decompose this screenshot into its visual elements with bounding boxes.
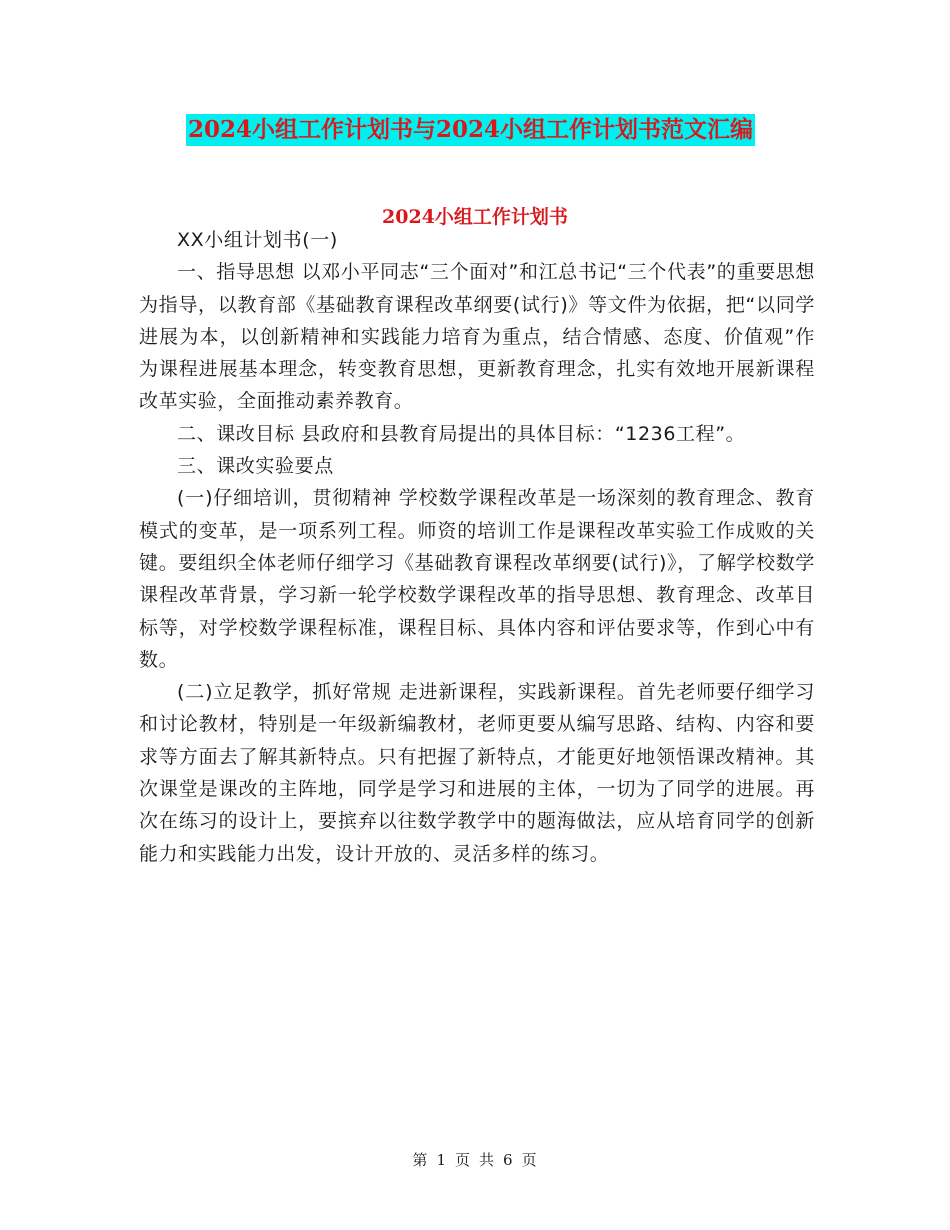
footer-label-page: 页 bbox=[454, 1151, 471, 1169]
document-title: 2024小组工作计划书与2024小组工作计划书范文汇编 bbox=[186, 114, 755, 146]
section-title: 2024小组工作计划书 bbox=[382, 206, 568, 228]
footer-label-suffix: 页 bbox=[521, 1151, 538, 1169]
footer-label-prefix: 第 bbox=[412, 1151, 429, 1169]
paragraph-guiding-ideology: 一、指导思想 以邓小平同志“三个面对”和江总书记“三个代表”的重要思想为指导，以教育部《基础教育课程改革纲要(试行)》等文件为依据，把“以同学进展为本，以创新精神和实践能力培育为重点，结合情感、态度、价值观”作为课程进展基本理念，转变教育思想，更新教育理念，扎实有效地开展新课程改革实验，全面推动素养教育。 bbox=[139, 261, 815, 413]
paragraph-training: (一)仔细培训，贯彻精神 学校数学课程改革是一场深刻的教育理念、教育模式的变革，是一项系列工程。师资的培训工作是课程改革实验工作成败的关键。要组织全体老师仔细学习《基础教育课程改革纲要(试行)》，了解学校数学课程改革背景，学习新一轮学校数学课程改革的指导思想、教育理念、改革目标等，对学校数学课程标准，课程目标、具体内容和评估要求等，作到心中有数。 bbox=[139, 487, 815, 671]
paragraph-experiment-points: 三、课改实验要点 bbox=[177, 455, 334, 478]
footer-label-total: 共 bbox=[479, 1151, 496, 1169]
paragraph-reform-goals: 二、课改目标 县政府和县教育局提出的具体目标：“1236工程”。 bbox=[177, 422, 746, 445]
paragraph-teaching: (二)立足教学，抓好常规 走进新课程，实践新课程。首先老师要仔细学习和讨论教材，特别是一年级新编教材，老师更要从编写思路、结构、内容和要求等方面去了解其新特点。只有把握了新特点，才能更好地领悟课改精神。其次课堂是课改的主阵地，同学是学习和进展的主体，一切为了同学的进展。再次在练习的设计上，要摈弃以往数学教学中的题海做法，应从培育同学的创新能力和实践能力出发，设计开放的、灵活多样的练习。 bbox=[139, 681, 815, 865]
page-footer bbox=[0, 1150, 950, 1170]
footer-total-pages: 6 bbox=[503, 1151, 514, 1169]
document-body bbox=[139, 224, 815, 870]
footer-current-page: 1 bbox=[436, 1151, 447, 1169]
paragraph-plan-heading: XX小组计划书(一) bbox=[177, 229, 338, 251]
